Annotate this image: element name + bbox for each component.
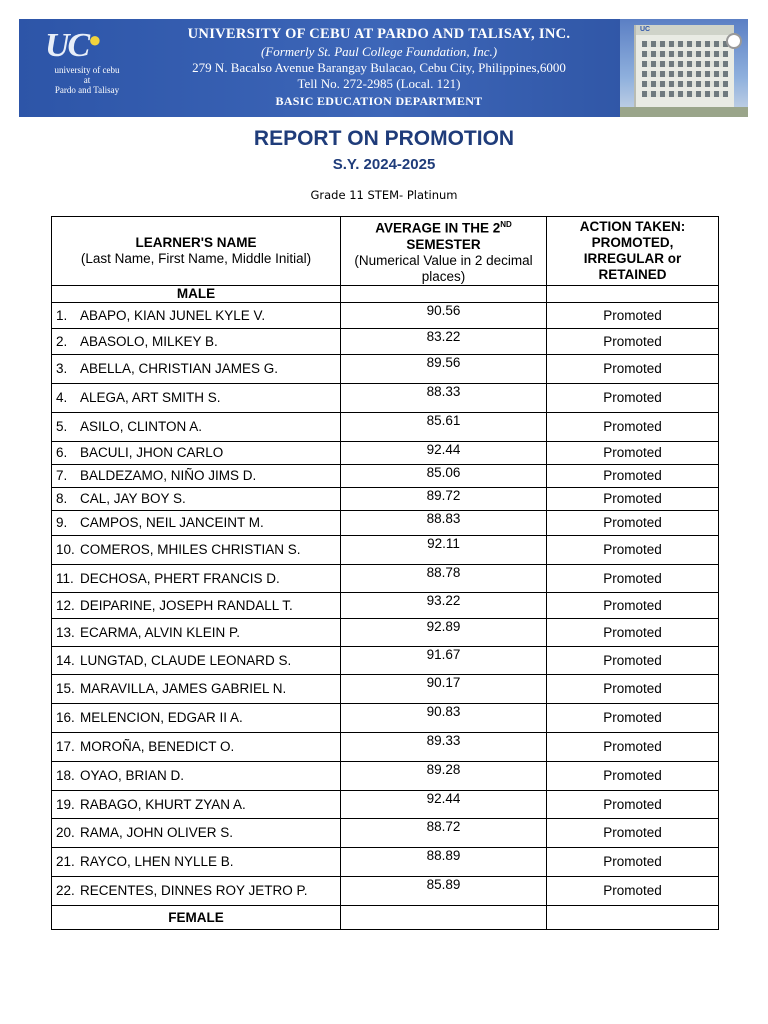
table-row xyxy=(52,761,719,790)
row-number: 6. xyxy=(56,445,68,460)
university-name: UNIVERSITY OF CEBU AT PARDO AND TALISAY, INC. xyxy=(187,26,571,42)
learner-name: CAMPOS, NEIL JANCEINT M. xyxy=(80,515,264,530)
learner-name-cell xyxy=(52,383,341,412)
average-cell: 89.33 xyxy=(341,732,547,761)
learner-name: MOROÑA, BENEDICT O. xyxy=(80,739,235,754)
average-cell: 85.61 xyxy=(341,412,547,441)
average-cell: 88.33 xyxy=(341,383,547,412)
average-cell: 90.56 xyxy=(341,302,547,328)
table-row xyxy=(52,487,719,510)
average-cell: 85.89 xyxy=(341,876,547,905)
row-number: 15. xyxy=(56,681,75,696)
learner-name-cell xyxy=(52,674,341,703)
row-number: 7. xyxy=(56,468,68,483)
table-row xyxy=(52,412,719,441)
average-cell: 89.56 xyxy=(341,354,547,383)
row-number: 5. xyxy=(56,419,68,434)
female-group-row xyxy=(52,905,719,929)
learner-name-cell xyxy=(52,487,341,510)
school-logo xyxy=(37,25,137,109)
action-cell: Promoted xyxy=(547,328,719,354)
action-cell: Promoted xyxy=(547,674,719,703)
learner-name: RECENTES, DINNES ROY JETRO P. xyxy=(80,883,308,898)
seal-icon xyxy=(726,33,742,49)
average-cell: 88.83 xyxy=(341,510,547,535)
learner-name: LUNGTAD, CLAUDE LEONARD S. xyxy=(80,652,292,668)
table-row xyxy=(52,328,719,354)
row-number: 12. xyxy=(56,597,75,613)
average-cell: 83.22 xyxy=(341,328,547,354)
action-cell: Promoted xyxy=(547,487,719,510)
table-row xyxy=(52,564,719,592)
header-text xyxy=(144,25,614,110)
logo-dot-icon: ● xyxy=(88,27,100,52)
average-cell: 85.06 xyxy=(341,464,547,487)
telephone: Tell No. 272-2985 (Local. 121) xyxy=(297,76,461,91)
action-cell: Promoted xyxy=(547,510,719,535)
table-row xyxy=(52,302,719,328)
row-number: 10. xyxy=(56,542,75,557)
row-number: 21. xyxy=(56,854,75,869)
table-row xyxy=(52,441,719,464)
learner-name-cell xyxy=(52,646,341,674)
average-cell: 90.83 xyxy=(341,703,547,732)
row-number: 17. xyxy=(56,739,75,754)
table-row xyxy=(52,790,719,818)
learner-name-header: LEARNER'S NAME (Last Name, First Name, Middle Initial) xyxy=(52,217,341,286)
learner-name: CAL, JAY BOY S. xyxy=(80,491,186,506)
action-cell: Promoted xyxy=(547,876,719,905)
school-year: S.Y. 2024-2025 xyxy=(332,156,436,173)
female-label: FEMALE xyxy=(52,905,341,929)
logo-line: university of cebu xyxy=(54,65,120,75)
table-row xyxy=(52,818,719,847)
row-number: 18. xyxy=(56,768,75,783)
average-cell: 91.67 xyxy=(341,646,547,674)
learner-name: DEIPARINE, JOSEPH RANDALL T. xyxy=(80,597,293,613)
table-row xyxy=(52,847,719,876)
school-header-banner xyxy=(19,19,748,117)
learner-name: MELENCION, EDGAR II A. xyxy=(80,710,243,725)
action-cell: Promoted xyxy=(547,703,719,732)
learner-name-cell xyxy=(52,790,341,818)
average-cell: 88.72 xyxy=(341,818,547,847)
average-cell: 92.44 xyxy=(341,790,547,818)
learner-name: COMEROS, MHILES CHRISTIAN S. xyxy=(80,542,301,557)
row-number: 20. xyxy=(56,825,75,840)
table-header-row xyxy=(52,217,719,286)
action-taken-header: ACTION TAKEN: PROMOTED, IRREGULAR or RETAINED xyxy=(547,217,719,286)
action-cell: Promoted xyxy=(547,383,719,412)
learner-name-cell xyxy=(52,732,341,761)
learner-name-cell xyxy=(52,618,341,646)
grade-section: Grade 11 STEM- Platinum xyxy=(310,188,458,202)
action-cell: Promoted xyxy=(547,535,719,564)
learner-name: OYAO, BRIAN D. xyxy=(80,768,185,783)
table-row xyxy=(52,464,719,487)
learner-name-cell xyxy=(52,818,341,847)
table-row xyxy=(52,535,719,564)
learner-name: ALEGA, ART SMITH S. xyxy=(80,390,221,405)
learner-name: MARAVILLA, JAMES GABRIEL N. xyxy=(80,681,287,696)
learner-name: ECARMA, ALVIN KLEIN P. xyxy=(80,624,241,640)
action-cell: Promoted xyxy=(547,847,719,876)
table-row xyxy=(52,646,719,674)
average-cell: 90.17 xyxy=(341,674,547,703)
logo-mark: UC xyxy=(45,27,89,64)
learner-name-cell xyxy=(52,761,341,790)
learner-name: RABAGO, KHURT ZYAN A. xyxy=(80,796,246,812)
male-group-row xyxy=(52,285,719,302)
learner-name-cell xyxy=(52,535,341,564)
learner-name-cell xyxy=(52,847,341,876)
action-cell: Promoted xyxy=(547,302,719,328)
learner-name-cell xyxy=(52,592,341,618)
table-row xyxy=(52,703,719,732)
average-header: AVERAGE IN THE 2ND SEMESTER (Numerical Value in 2 decimal places) xyxy=(341,217,547,286)
learner-name-cell xyxy=(52,354,341,383)
learner-name: BACULI, JHON CARLO xyxy=(80,445,224,460)
action-cell: Promoted xyxy=(547,592,719,618)
action-cell: Promoted xyxy=(547,354,719,383)
table-row xyxy=(52,732,719,761)
learner-name: ASILO, CLINTON A. xyxy=(80,419,203,434)
action-cell: Promoted xyxy=(547,464,719,487)
average-cell: 89.28 xyxy=(341,761,547,790)
building-photo xyxy=(620,19,748,117)
average-cell: 88.78 xyxy=(341,564,547,592)
average-cell: 92.11 xyxy=(341,535,547,564)
row-number: 11. xyxy=(56,570,74,586)
action-cell: Promoted xyxy=(547,732,719,761)
learner-name: ABASOLO, MILKEY B. xyxy=(80,333,218,349)
building-badge: UC xyxy=(640,26,651,33)
learner-name: DECHOSA, PHERT FRANCIS D. xyxy=(80,570,280,586)
learner-name: BALDEZAMO, NIÑO JIMS D. xyxy=(80,468,257,483)
table-row xyxy=(52,592,719,618)
row-number: 3. xyxy=(56,361,68,376)
action-cell: Promoted xyxy=(547,761,719,790)
male-label: MALE xyxy=(52,285,341,302)
row-number: 4. xyxy=(56,390,68,405)
table-row xyxy=(52,354,719,383)
row-number: 13. xyxy=(56,624,75,640)
table-row xyxy=(52,510,719,535)
department-name: BASIC EDUCATION DEPARTMENT xyxy=(275,94,483,108)
row-number: 22. xyxy=(56,883,75,898)
learner-name-cell xyxy=(52,564,341,592)
action-cell: Promoted xyxy=(547,818,719,847)
address: 279 N. Bacalso Avenue Barangay Bulacao, Cebu City, Philippines,6000 xyxy=(192,60,566,75)
table-row xyxy=(52,383,719,412)
row-number: 19. xyxy=(56,796,75,812)
report-title: REPORT ON PROMOTION xyxy=(253,127,515,150)
action-cell: Promoted xyxy=(547,412,719,441)
action-cell: Promoted xyxy=(547,790,719,818)
former-name: (Formerly St. Paul College Foundation, Inc.) xyxy=(260,44,498,59)
action-cell: Promoted xyxy=(547,618,719,646)
learner-name-cell xyxy=(52,464,341,487)
learner-name-cell xyxy=(52,328,341,354)
row-number: 16. xyxy=(56,710,75,725)
table-row xyxy=(52,674,719,703)
learner-name: RAYCO, LHEN NYLLE B. xyxy=(80,854,234,869)
row-number: 9. xyxy=(56,515,68,530)
action-cell: Promoted xyxy=(547,646,719,674)
learner-name-cell xyxy=(52,441,341,464)
learner-name: ABELLA, CHRISTIAN JAMES G. xyxy=(80,361,279,376)
row-number: 2. xyxy=(56,333,68,349)
row-number: 14. xyxy=(56,652,75,668)
table-row xyxy=(52,618,719,646)
average-cell: 92.89 xyxy=(341,618,547,646)
action-cell: Promoted xyxy=(547,441,719,464)
learner-name-cell xyxy=(52,703,341,732)
learner-name-cell xyxy=(52,412,341,441)
learner-name: RAMA, JOHN OLIVER S. xyxy=(80,825,234,840)
promotion-table xyxy=(51,216,719,930)
average-cell: 89.72 xyxy=(341,487,547,510)
average-cell: 88.89 xyxy=(341,847,547,876)
logo-line: at xyxy=(83,75,91,85)
learner-name-cell xyxy=(52,510,341,535)
average-cell: 93.22 xyxy=(341,592,547,618)
table-row xyxy=(52,876,719,905)
average-cell: 92.44 xyxy=(341,441,547,464)
action-cell: Promoted xyxy=(547,564,719,592)
row-number: 8. xyxy=(56,491,68,506)
learner-name-cell xyxy=(52,876,341,905)
logo-line: Pardo and Talisay xyxy=(54,85,120,95)
learner-name-cell xyxy=(52,302,341,328)
row-number: 1. xyxy=(56,307,68,323)
learner-name: ABAPO, KIAN JUNEL KYLE V. xyxy=(80,307,266,323)
